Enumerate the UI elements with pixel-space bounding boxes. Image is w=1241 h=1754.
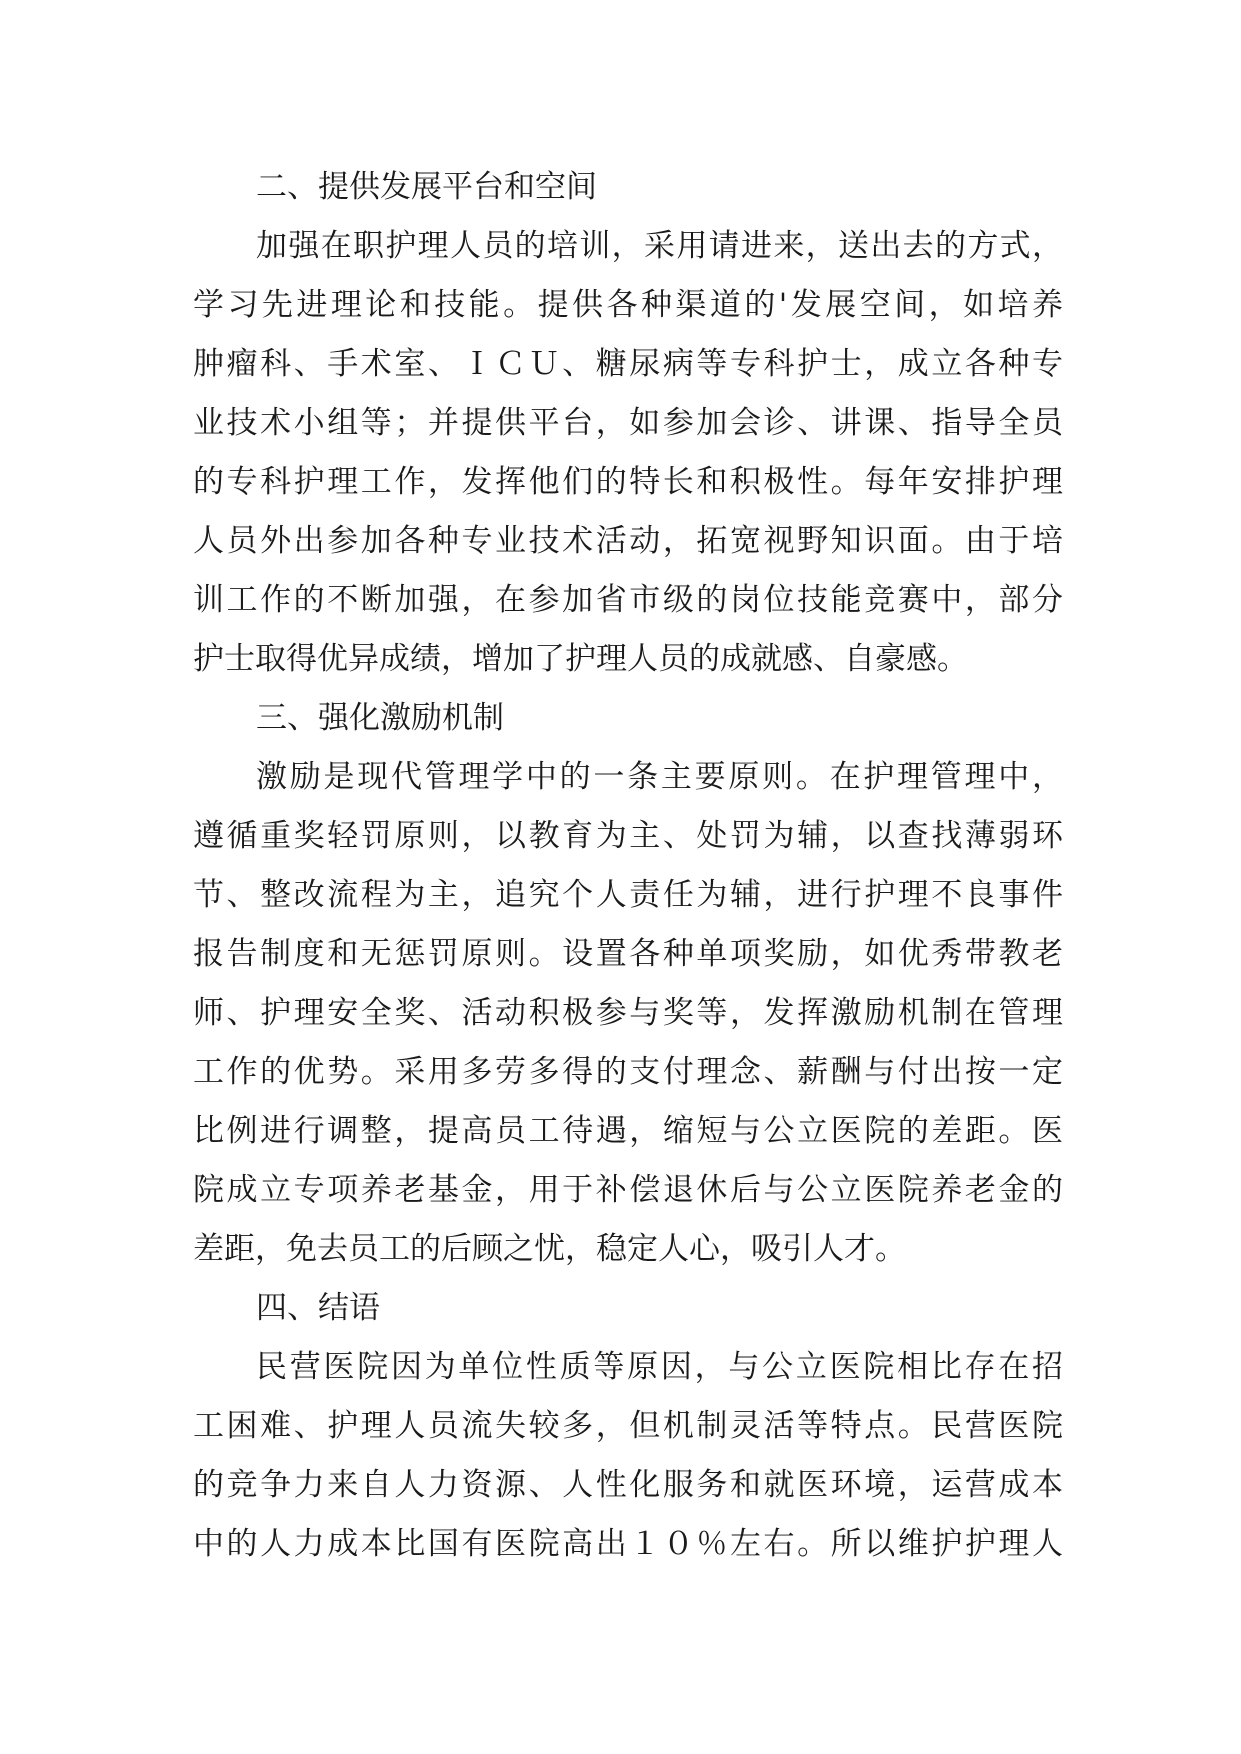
paragraph-line: 的专科护理工作，发挥他们的特长和积极性。每年安排护理 bbox=[193, 464, 1063, 500]
paragraph-line: 中的人力成本比国有医院高出１０％左右。所以维护护理人 bbox=[193, 1526, 1063, 1562]
paragraph-line: 工困难、护理人员流失较多，但机制灵活等特点。民营医院 bbox=[193, 1408, 1063, 1444]
document-body bbox=[193, 158, 1063, 1574]
paragraph-line: 比例进行调整，提高员工待遇，缩短与公立医院的差距。医 bbox=[193, 1113, 1063, 1149]
paragraph-line: 工作的优势。采用多劳多得的支付理念、薪酬与付出按一定 bbox=[193, 1054, 1063, 1090]
paragraph-line: 护士取得优异成绩，增加了护理人员的成就感、自豪感。 bbox=[193, 641, 968, 677]
paragraph-line: 肿瘤科、手术室、ＩＣＵ、糖尿病等专科护士，成立各种专 bbox=[193, 346, 1063, 382]
paragraph-line: 遵循重奖轻罚原则，以教育为主、处罚为辅，以查找薄弱环 bbox=[193, 818, 1063, 854]
paragraph-line: 业技术小组等；并提供平台，如参加会诊、讲课、指导全员 bbox=[193, 405, 1063, 441]
paragraph-line: 人员外出参加各种专业技术活动，拓宽视野知识面。由于培 bbox=[193, 523, 1063, 559]
paragraph-line: 差距，免去员工的后顾之忧，稳定人心，吸引人才。 bbox=[193, 1231, 906, 1267]
paragraph-line: 师、护理安全奖、活动积极参与奖等，发挥激励机制在管理 bbox=[193, 995, 1063, 1031]
paragraph-line: 学习先进理论和技能。提供各种渠道的'发展空间，如培养 bbox=[193, 287, 1063, 323]
paragraph-line: 节、整改流程为主，追究个人责任为辅，进行护理不良事件 bbox=[193, 877, 1063, 913]
section-heading-4: 四、结语 bbox=[256, 1290, 380, 1326]
section-heading-2: 二、提供发展平台和空间 bbox=[256, 169, 597, 205]
paragraph-line: 院成立专项养老基金，用于补偿退休后与公立医院养老金的 bbox=[193, 1172, 1063, 1208]
paragraph-line: 的竞争力来自人力资源、人性化服务和就医环境，运营成本 bbox=[193, 1467, 1063, 1503]
section-heading-3: 三、强化激励机制 bbox=[256, 700, 504, 736]
paragraph-line: 民营医院因为单位性质等原因，与公立医院相比存在招 bbox=[256, 1349, 1063, 1385]
paragraph-line: 报告制度和无惩罚原则。设置各种单项奖励，如优秀带教老 bbox=[193, 936, 1063, 972]
paragraph-line: 训工作的不断加强，在参加省市级的岗位技能竞赛中，部分 bbox=[193, 582, 1063, 618]
paragraph-line: 激励是现代管理学中的一条主要原则。在护理管理中， bbox=[256, 759, 1063, 795]
paragraph-line: 加强在职护理人员的培训，采用请进来，送出去的方式， bbox=[256, 228, 1063, 264]
